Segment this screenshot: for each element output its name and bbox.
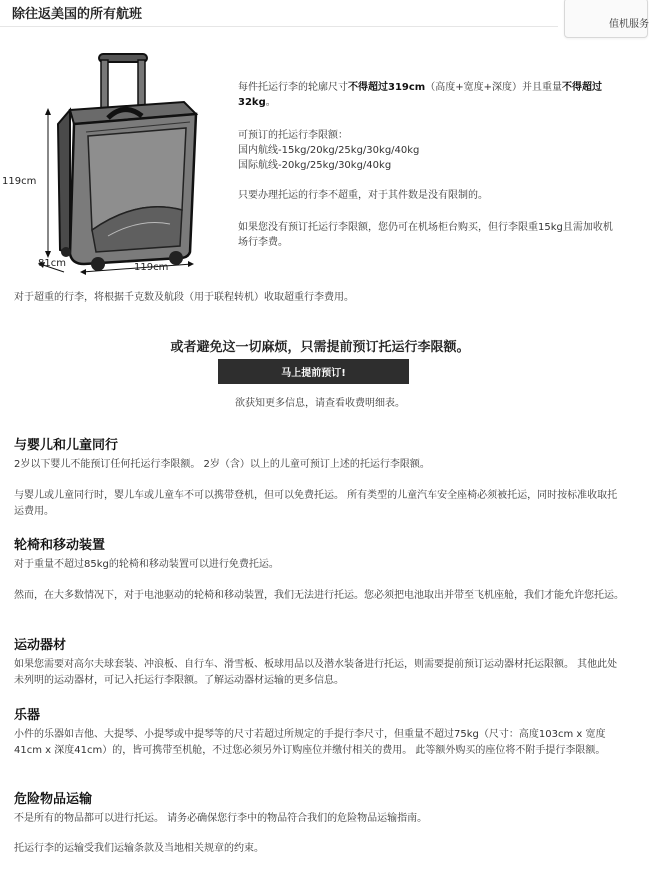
section-wheelchairs — [14, 534, 626, 604]
section-title: 乐器 — [14, 708, 41, 723]
height-dimension: 119cm — [2, 176, 37, 187]
suitcase-illustration — [0, 40, 230, 280]
section-text: 托运行李的运输受我们运输条款及当地相关规章的约束。 — [14, 843, 264, 854]
promo-heading: 或者避免这一切麻烦，只需提前预订托运行李限额。 — [170, 340, 470, 355]
section-infants-children — [14, 434, 626, 520]
international-allowance: 国际航线-20kg/25kg/30kg/40kg — [238, 160, 392, 171]
overweight-note: 对于超重的行李，将根据千克数及航段（用于联程转机）收取超重行李费用。 — [14, 292, 354, 303]
book-now-button[interactable]: 马上提前预订! — [218, 359, 409, 384]
airport-purchase-note: 如果您没有预订托运行李限额，您仍可在机场柜台购买，但行李限重15kg且需加收机场行李费。 — [238, 222, 613, 248]
size-rule-suffix: 。 — [265, 97, 276, 108]
size-rule-prefix: 每件托运行李的轮廓尺寸 — [238, 82, 348, 93]
section-text: 不是所有的物品都可以进行托运。 请务必确保您行李中的物品符合我们的危险物品运输指南。 — [14, 813, 428, 824]
width-dimension: 119cm — [134, 262, 169, 273]
section-musical-instruments — [14, 704, 626, 759]
fee-details-link[interactable]: 欲获知更多信息，请查看收费明细表。 — [235, 398, 405, 409]
check-in-service-tab[interactable]: 值机服务 — [564, 0, 648, 38]
no-piece-limit: 只要办理托运的行李不超重，对于其件数是没有限制的。 — [238, 190, 488, 201]
section-text: 与婴儿或儿童同行时，婴儿车或儿童车不可以携带登机，但可以免费托运。 所有类型的儿童汽车安全座椅必须被托运，同时按标准收取托运费用。 — [14, 490, 618, 517]
section-text: 如果您需要对高尔夫球套装、冲浪板、自行车、滑雪板、板球用品以及潜水装备进行托运，则需要提前预订运动器材托运限额。 其他此处未列明的运动器材，可记入托运行李限额。了解运动器材运输的更多信息。 — [14, 659, 618, 686]
suitcase-icon — [0, 40, 230, 280]
weight-rule-limit: 不得超过32kg — [238, 82, 602, 108]
section-text: 2岁以下婴儿不能预订任何托运行李限额。 2岁（含）以上的儿童可预订上述的托运行李限额。 — [14, 459, 430, 470]
section-title: 轮椅和移动装置 — [14, 538, 106, 553]
size-rule — [238, 80, 620, 110]
section-text: 对于重量不超过85kg的轮椅和移动装置可以进行免费托运。 — [14, 559, 279, 570]
section-title: 运动器材 — [14, 638, 67, 653]
title-divider — [0, 26, 558, 27]
domestic-allowance: 国内航线-15kg/20kg/25kg/30kg/40kg — [238, 145, 420, 156]
section-title: 与婴儿和儿童同行 — [14, 438, 119, 453]
section-dangerous-goods — [14, 788, 626, 857]
section-text: 小件的乐器如吉他、大提琴、小提琴或中提琴等的尺寸若超过所规定的手提行李尺寸，但重量不超过75kg（尺寸：高度103cm x 宽度41cm x 深度41cm）的，皆可携带至机舱，不过您必须另外订购座位并缴付相关的费用。 此等额外购买的座位将不附手提行李限额。 — [14, 729, 606, 756]
section-title: 危险物品运输 — [14, 792, 93, 807]
page-title: 除往返美国的所有航班 — [12, 7, 143, 22]
size-rule-limit: 不得超过319cm — [348, 82, 426, 93]
section-sports-equipment — [14, 634, 626, 689]
depth-dimension: 81cm — [38, 258, 66, 269]
allowance-title: 可预订的托运行李限额： — [238, 130, 348, 141]
section-text: 然而，在大多数情况下，对于电池驱动的轮椅和移动装置，我们无法进行托运。您必须把电池取出并带至飞机座舱，我们才能允许您托运。 — [14, 590, 624, 601]
size-rule-mid: （高度+宽度+深度）并且重量 — [425, 82, 562, 93]
